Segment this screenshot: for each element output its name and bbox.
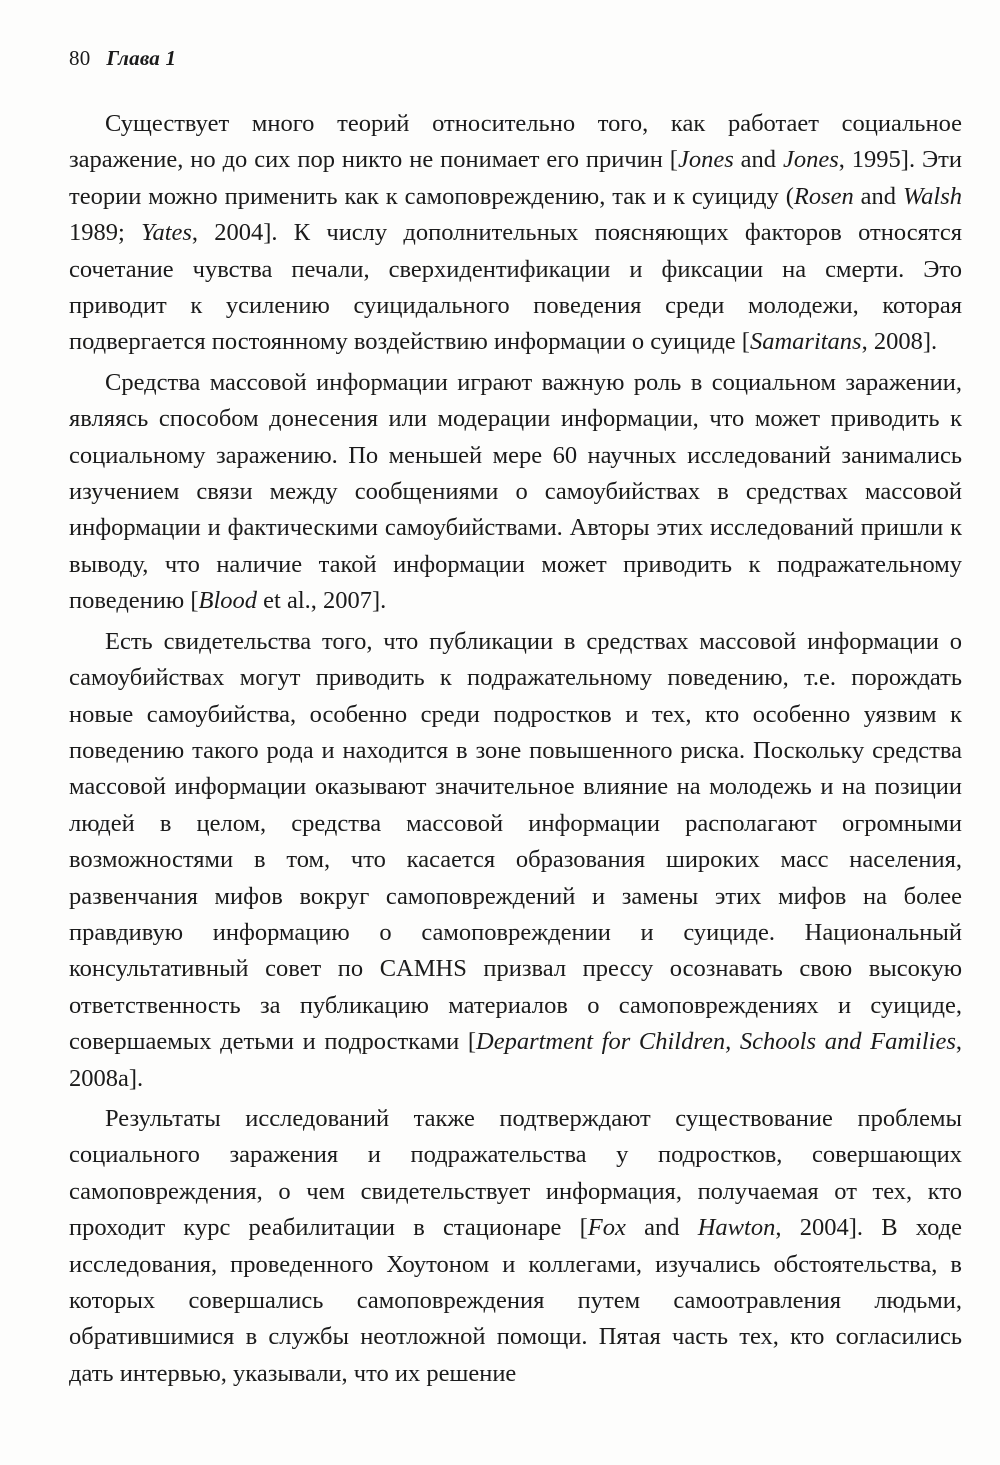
- page-number: 80: [69, 46, 91, 70]
- text-run: 1989;: [69, 219, 142, 247]
- running-head: [69, 46, 176, 71]
- text-run: and: [733, 146, 783, 174]
- paragraph: [69, 624, 962, 1097]
- citation-author: Walsh: [902, 182, 962, 210]
- text-run: Есть свидетельства того, что публикации в средствах массовой информации о самоубийствах могут приводить к подражательному поведению, т.е. порождать новые самоубийства, особенно среди подростков и тех, кто особенно уязвим к поведению такого рода и находится в зоне повышенного риска. Поскольку средства массовой информации оказывают значительное влияние на молодежь и на позиции людей в целом, средства массовой информации располагают огромными возможностями в том, что касается образования широких масс населения, развенчания мифов вокруг самоповреждений и замены этих мифов на более правдивую информацию о самоповреждении и суициде. Национальный консультативный совет по CAMHS призвал прессу осознавать свою высокую ответственность за публикацию материалов о самоповреждениях и суициде, совершаемых детьми и подростками [: [69, 627, 962, 1056]
- text-run: , 2008a].: [69, 1028, 962, 1092]
- text-run: , 2008].: [861, 328, 938, 356]
- text-run: Результаты исследований также подтверждают существование проблемы социального заражения и подражательства у подростков, совершающих самоповреждения, о чем свидетельствует информация, получаемая от тех, кто проходит курс реабилитации в стационаре [: [69, 1104, 962, 1242]
- citation-author: Rosen: [793, 182, 854, 210]
- citation-author: Hawton: [697, 1214, 776, 1242]
- paragraph: [69, 1101, 962, 1392]
- citation-author: Jones: [782, 146, 839, 174]
- citation-author: Fox: [587, 1214, 626, 1242]
- text-run: and: [625, 1214, 698, 1242]
- text-run: , 2004]. К числу дополнительных поясняющих факторов относятся сочетание чувства печали, сверхидентификации и фиксации на смерти. Это приводит к усилению суицидального поведения среди молодежи, которая подвергается постоянному воздействию информации о суициде [: [69, 219, 963, 356]
- text-run: and: [853, 182, 903, 210]
- chapter-title: Глава 1: [106, 46, 177, 70]
- body-text: [69, 106, 962, 1392]
- text-run: Средства массовой информации играют важную роль в социальном заражении, являясь способом донесения или модерации информации, что может приводить к социальному заражению. По меньшей мере 60 научных исследований занимались изучением связи между сообщениями о самоубийствах в средствах массовой информации и фактическими самоубийствами. Авторы этих исследований пришли к выводу, что наличие такой информации может приводить к подражательному поведению [: [69, 368, 962, 615]
- citation-author: Yates: [141, 219, 192, 247]
- text-run: , 1995]. Эти теории можно применить как к самоповреждению, так и к суициду (: [69, 146, 962, 210]
- citation-author: Samaritans: [749, 328, 862, 356]
- text-run: Существует много теорий относительно того, как работает социальное заражение, но до сих пор никто не понимает его причин [: [69, 110, 962, 174]
- paragraph: [69, 365, 962, 620]
- text-run: , 2004]. В ходе исследования, проведенного Хоутоном и коллегами, изучались обстоятельства, в которых совершались самоповреждения путем самоотравления людьми, обратившимися в службы неотложной помощи. Пятая часть тех, кто согласились дать интервью, указывали, что их решение: [69, 1214, 963, 1387]
- citation-author: Jones: [677, 146, 734, 174]
- text-run: et al., 2007].: [257, 587, 387, 615]
- citation-author: Department for Children, Schools and Families: [476, 1028, 956, 1056]
- citation-author: Blood: [198, 587, 258, 615]
- paragraph: [69, 106, 962, 361]
